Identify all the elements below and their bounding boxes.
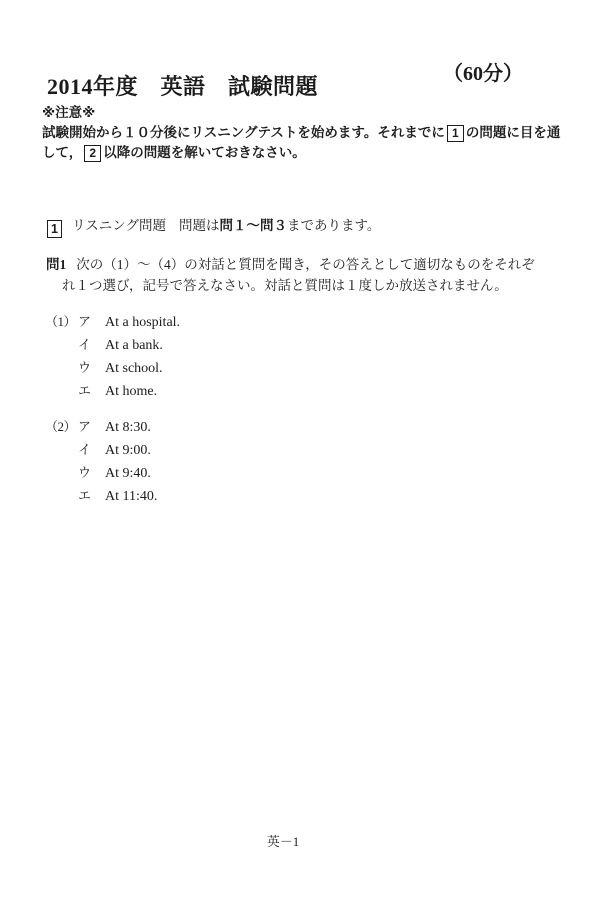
notice-line2-tail: 以降の問題を解いておきなさい。 (103, 145, 306, 160)
option-text: At 8:30. (105, 420, 151, 435)
question-1-label: 問1 (46, 257, 67, 272)
section-number-box: 1 (47, 220, 62, 238)
option-row (45, 485, 157, 508)
option-kana: ウ (78, 465, 92, 480)
option-kana: ウ (78, 360, 92, 375)
option-row (45, 439, 157, 462)
option-kana: イ (78, 442, 92, 457)
option-row (45, 357, 180, 380)
option-row (45, 334, 180, 357)
boxed-number-2: 2 (84, 145, 101, 162)
boxed-number-1: 1 (447, 125, 464, 142)
notice-section (42, 103, 577, 163)
question-item-1 (45, 311, 180, 403)
option-text: At 9:00. (105, 443, 151, 458)
notice-line1-tail: の問題に目を通 (465, 125, 561, 140)
item-number: （2） (45, 419, 77, 434)
notice-header: ※注意※ (42, 105, 96, 120)
option-row (45, 311, 180, 334)
question-1-line-1 (46, 254, 576, 275)
option-kana: ア (78, 314, 92, 329)
section-title: リスニング問題 (72, 218, 166, 233)
section-subtitle-range: 問１～問３ (219, 218, 287, 233)
question-1-text: 次の（1）～（4）の対話と質問を聞き，その答えとして適切なものをそれぞ (76, 257, 535, 272)
page-title: 2014年度 英語 試験問題 (47, 73, 319, 99)
page-footer: 英－1 (266, 834, 300, 849)
option-row (45, 380, 180, 403)
option-text: At school. (105, 361, 163, 376)
notice-line-2 (42, 143, 577, 163)
duration-label: （60分） (443, 63, 523, 85)
option-kana: エ (78, 488, 92, 503)
section-1-header (47, 214, 380, 238)
option-text: At 9:40. (105, 466, 151, 481)
option-text: At 11:40. (105, 489, 158, 504)
question-item-2 (45, 416, 157, 508)
question-1-instruction (46, 254, 576, 296)
section-subtitle-tail: まであります。 (286, 218, 381, 233)
notice-line1-text: 試験開始から１０分後にリスニングテストを始めます。それまでに (42, 125, 445, 140)
option-row (45, 416, 157, 439)
section-subtitle: 問題は (178, 218, 220, 233)
notice-line-1 (42, 123, 577, 143)
question-1-line-2: れ１つ選び，記号で答えなさい。対話と質問は１度しか放送されません。 (62, 278, 508, 293)
notice-line2-text: して， (42, 145, 83, 160)
option-kana: ア (78, 419, 92, 434)
option-row (45, 462, 157, 485)
item-number: （1） (45, 314, 77, 329)
option-text: At home. (105, 384, 158, 399)
option-kana: エ (78, 383, 92, 398)
option-text: At a bank. (105, 338, 163, 353)
option-text: At a hospital. (105, 315, 181, 330)
option-kana: イ (78, 337, 92, 352)
